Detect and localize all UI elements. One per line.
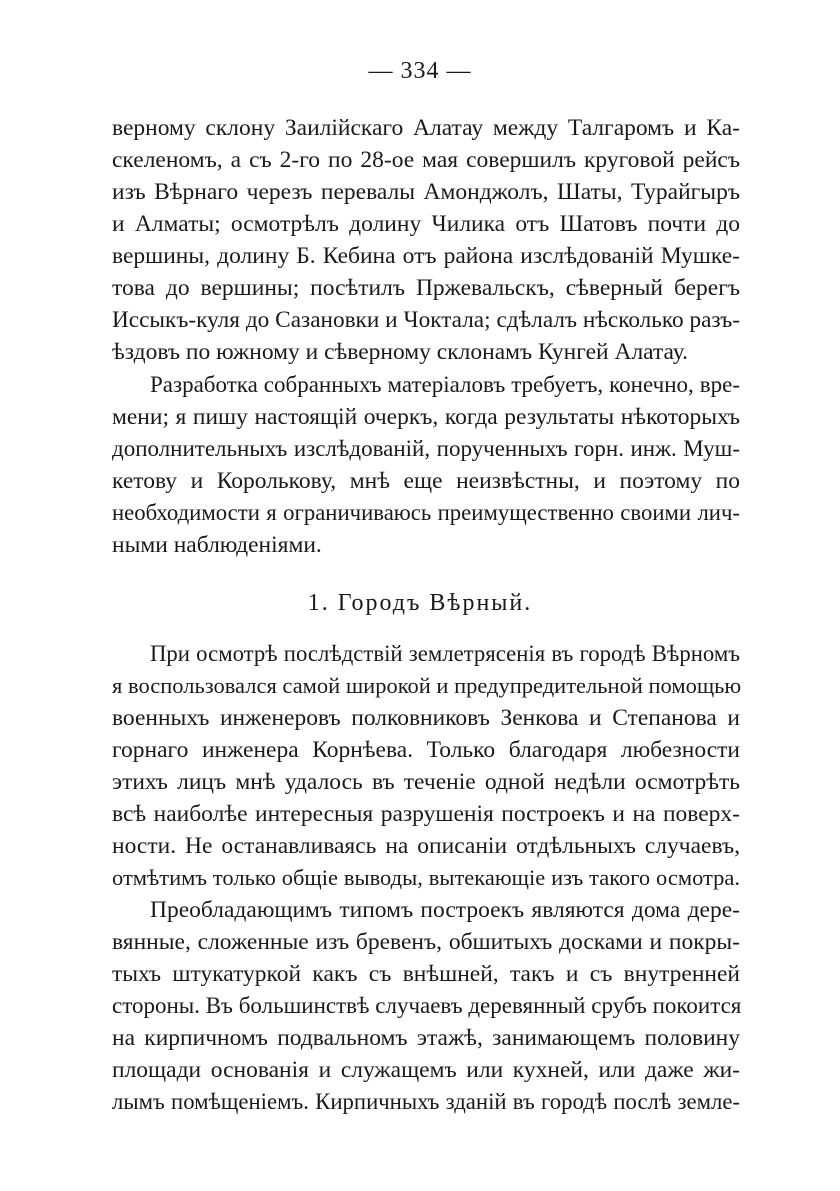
text-line: вянные, сложенные изъ бревенъ, обшитыхъ досками и покры-	[112, 929, 740, 955]
section-heading: 1. Городъ Вѣрный.	[307, 590, 533, 616]
text-line: кетову и Королькову, мнѣ еще неизвѣстны, и поэтому по	[112, 468, 740, 494]
text-line: площади основанія и служащемъ или кухней, или даже жи-	[112, 1057, 740, 1083]
page-number: — 334 —	[368, 58, 472, 84]
text-line: необходимости я ограничиваюсь преимущественно своими лич-	[112, 500, 740, 525]
text-line: тыхъ штукатуркой какъ съ внѣшней, такъ и съ внутренней	[112, 961, 740, 987]
text-line: этихъ лицъ мнѣ удалось въ теченіе одной недѣли осмотрѣть	[112, 769, 740, 795]
text-line: дополнительныхъ изслѣдованій, порученныхъ горн. инж. Муш-	[112, 436, 740, 461]
text-line: и Алматы; осмотрѣлъ долину Чилика отъ Шатовъ почти до	[112, 211, 740, 237]
text-line: стороны. Въ большинствѣ случаевъ деревянный срубъ покоится	[112, 993, 742, 1018]
text-line: това до вершины; посѣтилъ Пржевальскъ, сѣверный берегъ	[112, 275, 740, 301]
text-line: изъ Вѣрнаго черезъ перевалы Амонджолъ, Шаты, Турайгыръ	[112, 179, 740, 205]
text-line: лымъ помѣщеніемъ. Кирпичныхъ зданій въ городѣ послѣ земле-	[112, 1089, 740, 1114]
text-line: скеленомъ, а съ 2-го по 28-ое мая совершилъ круговой рейсъ	[112, 147, 740, 173]
text-line: на кирпичномъ подвальномъ этажѣ, занимающемъ половину	[112, 1025, 740, 1051]
text-line: вершины, долину Б. Кебина отъ района изслѣдованій Мушке-	[112, 243, 740, 269]
text-line: отмѣтимъ только общіе выводы, вытекающіе изъ такого осмотра.	[112, 865, 740, 890]
text-line: При осмотрѣ послѣдствій землетрясенія въ городѣ Вѣрномъ	[150, 641, 740, 666]
text-line: ности. Не останавливаясь на описаніи отдѣльныхъ случаевъ,	[112, 833, 740, 859]
text-line: Иссыкъ-куля до Сазановки и Чоктала; сдѣлалъ нѣсколько разъ-	[112, 307, 740, 333]
text-line: Разработка собранныхъ матеріаловъ требуетъ, конечно, вре-	[150, 372, 740, 397]
text-line: я воспользовался самой широкой и предупредительной помощью	[112, 673, 742, 698]
text-line: военныхъ инженеровъ полковниковъ Зенкова и Степанова и	[112, 705, 740, 731]
text-line: ными наблюденіями.	[112, 532, 322, 558]
text-line: ѣздовъ по южному и сѣверному склонамъ Кунгей Алатау.	[112, 339, 689, 365]
text-line: верному склону Заилійскаго Алатау между Талгаромъ и Ка-	[112, 115, 740, 141]
text-line: горнаго инженера Корнѣева. Только благодаря любезности	[112, 737, 740, 763]
text-line: всѣ наиболѣе интересныя разрушенія построекъ и на поверх-	[112, 801, 740, 827]
text-line: мени; я пишу настоящій очеркъ, когда результаты нѣкоторыхъ	[112, 404, 740, 430]
text-line: Преобладающимъ типомъ построекъ являются дома дере-	[150, 897, 740, 923]
